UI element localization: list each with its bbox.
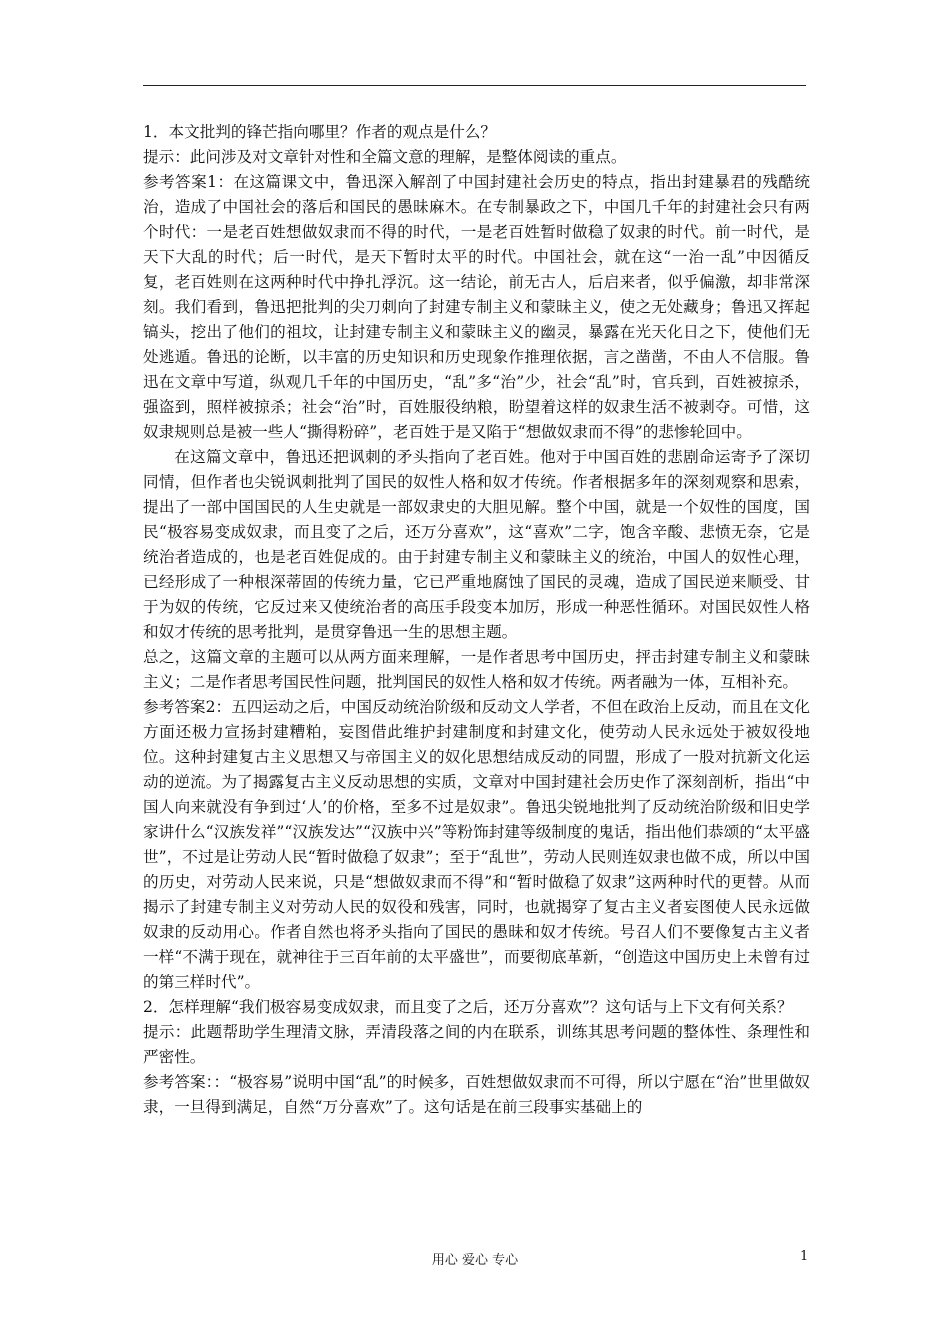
page-footer: [0, 1249, 950, 1269]
answer-1-paragraph-2: 在这篇文章中，鲁迅还把讽刺的矛头指向了老百姓。他对于中国百姓的悲剧命运寄予了深切同情，但作者也尖锐讽刺批判了国民的奴性人格和奴才传统。作者根据多年的深刻观察和思索，提出了一部中国国民的人生史就是一部奴隶史的大胆见解。整个中国，就是一个奴性的国度，国民“极容易变成奴隶，而且变了之后，还万分喜欢”，这“喜欢”二字，饱含辛酸、悲愤无奈，它是统治者造成的，也是老百姓促成的。由于封建专制主义和蒙昧主义的统治，中国人的奴性心理，已经形成了一种根深蒂固的传统力量，它已严重地腐蚀了国民的灵魂，造成了国民逆来顺受、甘于为奴的传统，它反过来又使统治者的高压手段变本加厉，形成一种恶性循环。对国民奴性人格和奴才传统的思考批判，是贯穿鲁迅一生的思想主题。: [143, 448, 810, 641]
answer-2: 参考答案2：五四运动之后，中国反动统治阶级和反动文人学者，不但在政治上反动，而且在文化方面还极力宣扬封建糟粕，妄图借此维护封建制度和封建文化，使劳动人民永远处于被奴役地位。这种封建复古主义思想又与帝国主义的奴化思想结成反动的同盟，形成了一股对抗新文化运动的逆流。为了揭露复古主义反动思想的实质，文章对中国封建社会历史作了深刻剖析，指出“中国人向来就没有争到过‘人’的价格，至多不过是奴隶”。鲁迅尖锐地批判了反动统治阶级和旧史学家讲什么“汉族发祥”“汉族发达”“汉族中兴”等粉饰封建等级制度的鬼话，指出他们恭颂的“太平盛世”，不过是让劳动人民“暂时做稳了奴隶”；至于“乱世”，劳动人民则连奴隶也做不成，所以中国的历史，对劳动人民来说，只是“想做奴隶而不得”和“暂时做稳了奴隶”这两种时代的更替。从而揭示了封建专制主义对劳动人民的奴役和残害，同时，也就揭穿了复古主义者妄图使人民永远做奴隶的反动用心。作者自然也将矛头指向了国民的愚昧和奴才传统。号召人们不要像复古主义者一样“不满于现在，就神往于三百年前的太平盛世”，而要彻底革新，“创造这中国历史上未曾有过的第三样时代”。: [143, 698, 810, 991]
header-rule: [143, 85, 806, 86]
hint-2: 提示：此题帮助学生理清文脉，弄清段落之间的内在联系，训练其思考问题的整体性、条理性和严密性。: [143, 1023, 810, 1066]
answer-1-summary: 总之，这篇文章的主题可以从两方面来理解，一是作者思考中国历史，抨击封建专制主义和蒙昧主义；二是作者思考国民性问题，批判国民的奴性人格和奴才传统。两者融为一体，互相补充。: [143, 648, 810, 691]
page-number: 1: [800, 1249, 809, 1264]
question-1: 1．本文批判的锋芒指向哪里？作者的观点是什么？: [143, 123, 496, 141]
hint-1: 提示：此问涉及对文章针对性和全篇文意的理解，是整体阅读的重点。: [143, 148, 627, 166]
answer-1-paragraph-1: 参考答案1：在这篇课文中，鲁迅深入解剖了中国封建社会历史的特点，指出封建暴君的残酷统治，造成了中国社会的落后和国民的愚昧麻木。在专制暴政之下，中国几千年的封建社会只有两个时代：一是老百姓想做奴隶而不得的时代，一是老百姓暂时做稳了奴隶的时代。前一时代，是天下大乱的时代；后一时代，是天下暂时太平的时代。中国社会，就在这“一治一乱”中因循反复，老百姓则在这两种时代中挣扎浮沉。这一结论，前无古人，后启来者，似乎偏激，却非常深刻。我们看到，鲁迅把批判的尖刀刺向了封建专制主义和蒙昧主义，使之无处藏身；鲁迅又挥起镐头，挖出了他们的祖坟，让封建专制主义和蒙昧主义的幽灵，暴露在光天化日之下，使他们无处逃遁。鲁迅的论断，以丰富的历史知识和历史现象作推理依据，言之凿凿，不由人不信服。鲁迅在文章中写道，纵观几千年的中国历史，“乱”多“治”少，社会“乱”时，官兵到，百姓被掠杀，强盗到，照样被掠杀；社会“治”时，百姓服役纳粮，盼望着这样的奴隶生活不被剥夺。可惜，这奴隶规则总是被一些人“撕得粉碎”，老百姓于是又陷于“想做奴隶而不得”的悲惨轮回中。: [143, 173, 810, 441]
question-2: 2．怎样理解“我们极容易变成奴隶，而且变了之后，还万分喜欢”？这句话与上下文有何关系？: [143, 998, 793, 1016]
document-body: [143, 120, 810, 1120]
answer-question-2: 参考答案：：“极容易”说明中国“乱”的时候多，百姓想做奴隶而不可得，所以宁愿在“治”世里做奴隶，一旦得到满足，自然“万分喜欢”了。这句话是在前三段事实基础上的: [143, 1073, 810, 1116]
footer-motto: 用心 爱心 专心: [431, 1253, 519, 1268]
